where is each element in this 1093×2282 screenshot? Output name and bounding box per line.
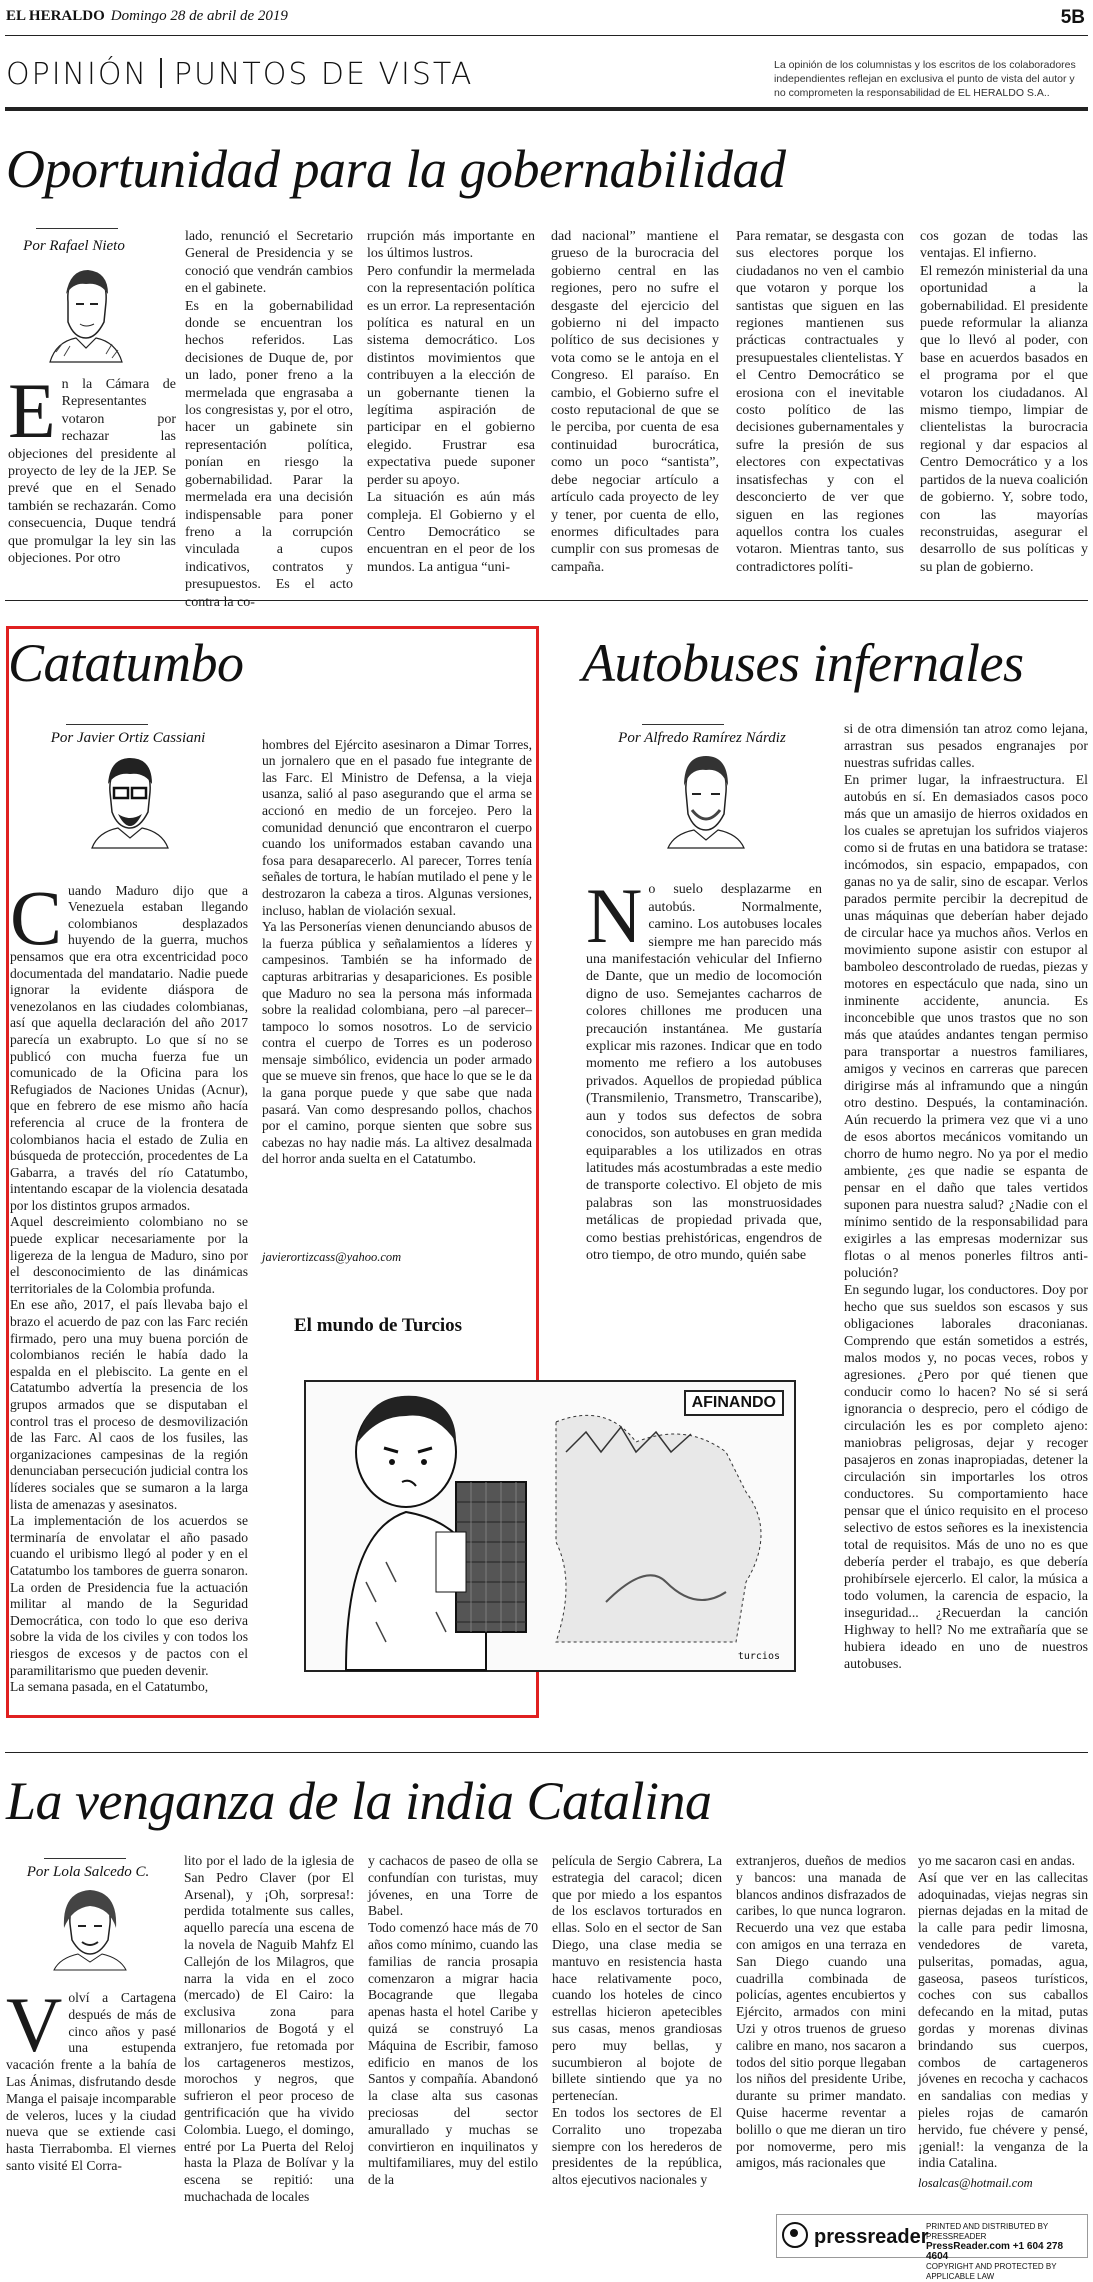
column-1 (10, 866, 248, 1708)
pressreader-icon (782, 2222, 808, 2248)
column-1 (6, 1981, 176, 2208)
column-3: y cachacos de paseo de olla se confundían con turistas, muy jóvenes, en una Torre de Babel. Todo comenzó hace más de 70 años como mínimo, cuando las familias de rancia prosapia comenzaron a migrar hacia Bocagrande que llegaba apenas hasta el hotel Caribe y quizá se construyó La Máquina de Escribir, famoso edificio en manos de los Santos y compañía. Abandonó la clase alta sus casonas preciosas del sector amurallado y muchas se convirtieron en inquilinatos y multifamiliares, muy del estilo de la (368, 1853, 538, 2188)
column-text: o suelo desplazarme en autobús. Normalmente, camino. Los autobuses locales siempre me han parecido más una manifestación vehicular del Infierno de Dante, que un medio de locomoción digno de uso. Semejantes cacharros de colores chillones me producen una precaución instantánea. Me gustaría explicar mis razones. Indicar que en todo momento me refiero a los autobuses privados. Aquellos de propiedad pública (Transmilenio, Transmetro, Transcaribe), aun y todos sus defectos de sobra conocidos, son autobuses en gran medida equiparables a los utilizados en otras latitudes más acostumbradas a este medio de transporte colectivo. El objeto de mis palabras son las monstruosidades metálicas de propiedad privada que, como bestias prehistóricas, engendros de otro tiempo, de otro mundo, quién sabe (586, 882, 822, 1263)
cartoon-title: El mundo de Turcios (294, 1315, 463, 1336)
author-portrait-icon (86, 752, 174, 848)
author-portrait-icon (46, 264, 126, 362)
column-5: Para rematar, se desgasta con sus electores porque los ciudadanos no ven el cambio que votaron y porque los santistas que siguen en las regiones mantienen sus prácticas contractuales y presupuestales clientelistas. Y el Centro Democrático se erosiona con el inevitable costo político de las decisiones gubernamentales y sufre la presión de sus electores con expectativas insatisfechas y con el desconcierto de ver que siguen en las regiones aquellos contra los cuales votaron. Mientras tanto, sus contradictores políti- (736, 229, 904, 575)
edition-date: Domingo 28 de abril de 2019 (110, 8, 288, 24)
footer-line-2[interactable]: PressReader.com +1 604 278 4604 (926, 2241, 1064, 2262)
column-6: yo me sacaron casi en andas. Así que ver en las callecitas adoquinadas, viejas negras sin piernas dejadas en la mitad de la calle para pedir limosna, vendedores de vareta, pulseritas, pomadas, agua, gaseosa, paseos turísticos, coches con sus caballos defecando en la mitad, putas gordas y morenas divinas brindando sus cuerpos, combos de cartageneros jóvenes en recocha y cachacos en sandalias con medias y pieles rojas de camarón hervido, fue chévere y pensé, ¡genial!: la venganza de la india Catalina. (918, 1853, 1088, 2171)
headline-autobuses: Autobuses infernales (582, 633, 1024, 693)
article-rule (5, 600, 1088, 601)
dropcap: C (10, 873, 63, 961)
disclaimer: La opinión de los columnistas y los escritos de los colaboradores independientes reflejan en exclusiva el punto de vista del autor y no comprometen la responsabilidad de EL HERALDO S.A.. (774, 59, 1076, 99)
page-number: 5B (1060, 7, 1085, 28)
article-rule (5, 1752, 1088, 1753)
section-rule (5, 107, 1088, 111)
section-right: PUNTOS DE VISTA (173, 57, 474, 92)
cartoon-label: AFINANDO (684, 1390, 784, 1416)
column-4: película de Sergio Cabrera, La estrategia del caracol; dicen que por miedo a los espantos de los esclavos torturados en ellas. Solo en el sector de San Diego, una clase media se mantuvo en resistencia hasta hace relativamente poco, cuando los hoteles de cinco estrellas hicieron apetecibles sus casas, menos grandiosas pero muy bellas, y sucumbieron al bojote de billete sintiendo que ya no pertenecían. En todos los sectores de El Corralito uno tropezaba siempre con los herederos de presidentes de la república, altos ejecutivos nacionales y (552, 1853, 722, 2188)
author-portrait-icon (50, 1888, 130, 1970)
headline-catatumbo: Catatumbo (8, 633, 244, 693)
byline-rule (642, 724, 724, 725)
accordion-player-illustration-icon (306, 1382, 794, 1670)
cartoon-signature: turcios (737, 1651, 780, 1662)
column-5: extranjeros, dueños de medios y bancos: una manada de blancos andinos disfrazados de caribes, lo que nunca lograron. Recuerdo una vez que estaba con amigos en una terraza en San Diego cuando una cuadrilla combinada de policías, agentes encubiertos y Ejército, armados con mini Uzi y otros truenos de grueso calibre en mano, nos sacaron a todos del sitio porque llegaban los niños del presidente Uribe, durante su primer mandato. Quise hacerme reventar a bolillo o que me dieran un tiro por nomoverme, pero mis amigos, más racionales que (736, 1853, 906, 2171)
pressreader-info (926, 2222, 1088, 2282)
column-text: uando Maduro dijo que a Venezuela estaban llegando colombianos desplazados huyendo de la guerra, muchos pensamos que era otra excentricidad poco documentada del mandatario. Nadie puede ignorar la evidente diáspora de venezolanos en las ciudades colombianas, así que aquella declaración del año 2017 parecía un exabrupto. Lo que sí no se publicó con mucha fuerza fue un comunicado de la Oficina para los Refugiados de Naciones Unidas (Acnur), que en febrero de ese mismo año hacía referencia al cruce de la frontera de colombianos hacia el estado de Zulia en búsqueda de protección, procedentes de La Gabarra, a través del río Catatumbo, intentando escapar de la violencia desatada por los distintos grupos armados. Aquel descreimiento colombiano no se puede explicar necesariamente por la ligereza de la lengua de Maduro, sino por el desconocimiento de las dinámicas territoriales de la Colombia profunda. En ese año, 2017, el país llevaba bajo el brazo el acuerdo de paz con las Farc recién firmado, pero una muy buena porción de colombianos recién le había dado la espalda en el plebiscito. La gente en el Catatumbo advertía la presencia de los grupos armados que se disputaban el control tras el proceso de desmovilización de las Farc. Al caos de los fusiles, las organizaciones campesinas de la región denunciaban persecución judicial contra los líderes sociales que se sumaron a la larga lista de amenazas y asesinatos. La implementación de los acuerdos se terminaría de envolatar el año pasado cuando el uribismo llegó al poder y en el Catatumbo los tambores de guerra sonaron. La orden de Presidencia fue la actuación militar al mando de la Seguridad Democrática, con todo lo que eso deriva sobre la vida de los civiles y con todos los riesgos de excesos y de pactos con el paramilitarismo que pueden devenir. La semana pasada, en el Catatumbo, (10, 882, 248, 1695)
column-2 (262, 720, 532, 1240)
column-2: lado, renunció el Secretario General de Presidencia y se conoció que vendrán cambios en el gabinete. Es en la gobernabilidad donde se encuentran los hechos referidos. Las decisiones de Duque de, por un lado, poner freno a la mermelada que engrasaba a los congresistas y, por el otro, hacer un gabinete sin representación política, ponían en riesgo la gobernabilidad. Parar la mermelada era una decisión indispensable para poner freno a la corrupción vinculada a cupos indicativos, contratos y presupuestos. Es el acto contra la co- (185, 229, 353, 610)
byline-ramirez: Por Alfredo Ramírez Nárdiz (618, 730, 786, 746)
byline-rule (66, 724, 148, 725)
section-left: OPINIÓN (6, 57, 148, 92)
column-6: cos gozan de todas las ventajas. El infierno. El remezón ministerial da una oportunidad a la gobernabilidad. El presidente puede reformular la alianza que lo llevó al poder, con base en acuerdos basados en el programa por el que votaron los ciudadanos. Al mismo tiempo, limpiar de clientelistas la burocracia regional y dar espacios al Centro Democrático y a los partidos de la nueva coalición de gobierno. Y, sobre todo, con las mayorías reconstruidas, asegurar el desarrollo de sus políticas y su plan de gobierno. (920, 229, 1088, 575)
byline-rule (36, 228, 118, 229)
masthead (6, 8, 288, 25)
headline-catalina: La venganza de la india Catalina (6, 1771, 712, 1831)
footer-line-1: PRINTED AND DISTRIBUTED BY PRESSREADER (926, 2222, 1049, 2241)
cartoon (304, 1380, 796, 1672)
author-email: javierortizcass@yahoo.com (262, 1250, 402, 1264)
section-divider (160, 58, 162, 88)
byline-rule (44, 1858, 126, 1859)
masthead-rule (5, 35, 1088, 36)
column-2: si de otra dimensión tan atroz como lejana, arrastran sus pesados engranajes por nuestras sufridas calles. En primer lugar, la infraestructura. El autobús en sí. En demasiados casos poco más que un amasijo de hierros oxidados en los cuales se apretujan los sufridos viajeros como si de frutas en una batidora se tratase: incómodos, sin espacio, empapados, con ganas no ya de salir, sino de escapar. Verlos parados permite percibir la decrepitud de unas máquinas que deberían haber dejado de circular hace ya muchos años. Verlos en movimiento supone asistir con estupor al bamboleo descontrolado de ruedas, piezas y motores en espectáculo que nada, sino un inminente accidente, anuncia. Es inconcebible que unos trastos que no son más que ataúdes andantes tengan permiso para transportar a nuestros familiares, amigos y vecinos en carreras que parecen dirigirse más al inframundo que a ningún otro destino. Después, la contaminación. Aún recuerdo la primera vez que vi a uno de esos abortos mecánicos vomitando un chorro de humo negro. No ya por el medio ambiente, ¿es que nadie se espanta de pensar en el daño que tales vertidos suponen para nuestra salud? ¿Nadie con el mínimo sentido de la responsabilidad para exigirles a las empresas modernizar sus flotas o al menos ponerles filtros anti-polución? En segundo lugar, los conductores. Doy por hecho que sus sueldos son escasos y sus obligaciones laborales draconianas. Comprendo que están sometidos a estrés, malos modos y, no pocas veces, robos y agresiones. ¿Pero por qué tienen que conducir como lo hacen? No sé si será ignorancia o desprecio, pero el código de circulación les es por completo ajeno: maniobras peligrosas, dejar y recoger pasajeros en zonas inapropiadas, detener la circulación sin importarles los otros conductores. Su comportamiento hace pensar que el único requisito en el proceso selectivo de estos señores es la inexistencia total de requisitos. Más de uno no es que debería perder el trabajo, es que debería prohibírsele ejercerlo. El calor, la música a todo volumen, la carencia de espacio, la inseguridad... ¿Recuerdan la canción Highway to hell? No me extrañaría que se hubiera ideado en uno de nuestros autobuses. (844, 721, 1088, 1671)
column-4: dad nacional” mantiene el grueso de la burocracia del gobierno central en las regiones, pero no sufre el desgaste del ejercicio del gobierno ni del impacto político de sus decisiones y vota como se le antoja en el Congreso. El paraíso. En cambio, el Gobierno sufre el costo reputacional de que se le perciba, por cuenta de esa continuidad burocrática, como un poco “santista”, debe negociar artículo a artículo cada proyecto de ley y tener, por cuenta de ello, enormes dificultades para cumplir con sus promesas de campaña. (551, 229, 719, 575)
section-header (6, 57, 473, 92)
column-text: n la Cámara de Representantes votaron por rechazar las objeciones del presidente al proyecto de ley de la JEP. Se prevé que en el Senado también se rechazarán. Como consecuencia, Duque tendrá que promulgar la ley sin las objeciones. Por otro (8, 377, 176, 567)
author-email: losalcas@hotmail.com (918, 2176, 1033, 2190)
pressreader-logo[interactable] (782, 2222, 929, 2249)
column-1 (586, 864, 822, 1276)
paper-name: EL HERALDO (6, 8, 105, 24)
byline-salcedo: Por Lola Salcedo C. (26, 1864, 150, 1880)
headline-gobernabilidad: Oportunidad para la gobernabilidad (6, 139, 786, 199)
pressreader-brand: pressreader (814, 2226, 929, 2248)
column-2: lito por el lado de la iglesia de San Pedro Claver (por El Arsenal), y ¡Oh, sorpresa!: perdida totalmente sus calles, aquello parecía una escena de la novela de Naguib Mahfz El Callejón de los Milagros, que narra la vida en el zoco (mercado) de El Cairo: la exclusiva zona para millonarios de Bogotá y el extranjero, fue retomada por los cartageneros mestizos, morochos y negros, que sufrieron el peor proceso de gentrificación que ha vivido Colombia. Luego, el domingo, entré por La Puerta del Reloj hasta la Plaza de Bolívar y la escena se repitió: una muchachada de locales (184, 1853, 354, 2204)
footer-line-3: COPYRIGHT AND PROTECTED BY APPLICABLE LAW (926, 2262, 1057, 2281)
column-3: rrupción más importante en los últimos lustros. Pero confundir la mermelada con la representación política es un error. La representación política es natural en un sistema democrático. Los distintos movimientos que contribuyen a la elección de un gobernante tienen la legítima aspiración de participar en el gobierno elegido. Frustrar esa expectativa puede suponer perder su apoyo. La situación es aún más compleja. El Gobierno y el Centro Democrático se encuentran en el peor de los mundos. La antigua “uni- (367, 229, 535, 575)
byline-nieto: Por Rafael Nieto (23, 238, 125, 254)
byline-ortiz: Por Javier Ortiz Cassiani (50, 730, 206, 746)
dropcap: V (6, 1981, 63, 2068)
author-portrait-icon (664, 752, 748, 848)
dropcap: E (8, 367, 56, 454)
column-text: olví a Cartagena después de más de cinco años y pasé una estupenda vacación frente a la bahía de Las Ánimas, disfrutando desde Manga el paisaje incomparable de veleros, luces y la ciudad nueva que se extiende casi hasta Tierrabomba. El viernes santo visité El Corra- (6, 1990, 176, 2173)
dropcap: N (586, 872, 643, 960)
column-text: hombres del Ejército asesinaron a Dimar Torres, un jornalero que en el pasado fue integrante de las Farc. El Ministro de Defensa, a la vieja usanza, salió al paso asegurando que el arma se accionó en medio de un forcejeo. Pero la comunidad denunció que encontraron el cuerpo cuando los uniformados estaban cavando una fosa para desaparecerlo. Al parecer, Torres tenía señales de tortura, le habían mutilado el pene y le destrozaron la cabeza a tiros. Algunas versiones, incluso, hablan de violación sexual. Ya las Personerías vienen denunciando abusos de la fuerza pública y señalamientos a líderes y campesinos. También se ha informado de capturas arbitrarias y desapariciones. Es posible que Maduro no sea la persona más informada sobre la realidad colombiana, pero –al parecer– tampoco lo somos nosotros. Lo de servicio contra el cuerpo de Torres es un poderoso mensaje simbólico, evidencia un poder armado que se mueve sin frenos, que hace lo que se le da la gana porque puede y que sabe que nada pasará. Van como despresando pollos, chachos por el camino, porque sienten que sobre sus cabezas no hay nadie más. La altivez desalmada del horror anda suelta en el Catatumbo. (262, 736, 532, 1167)
column-1 (8, 367, 176, 576)
